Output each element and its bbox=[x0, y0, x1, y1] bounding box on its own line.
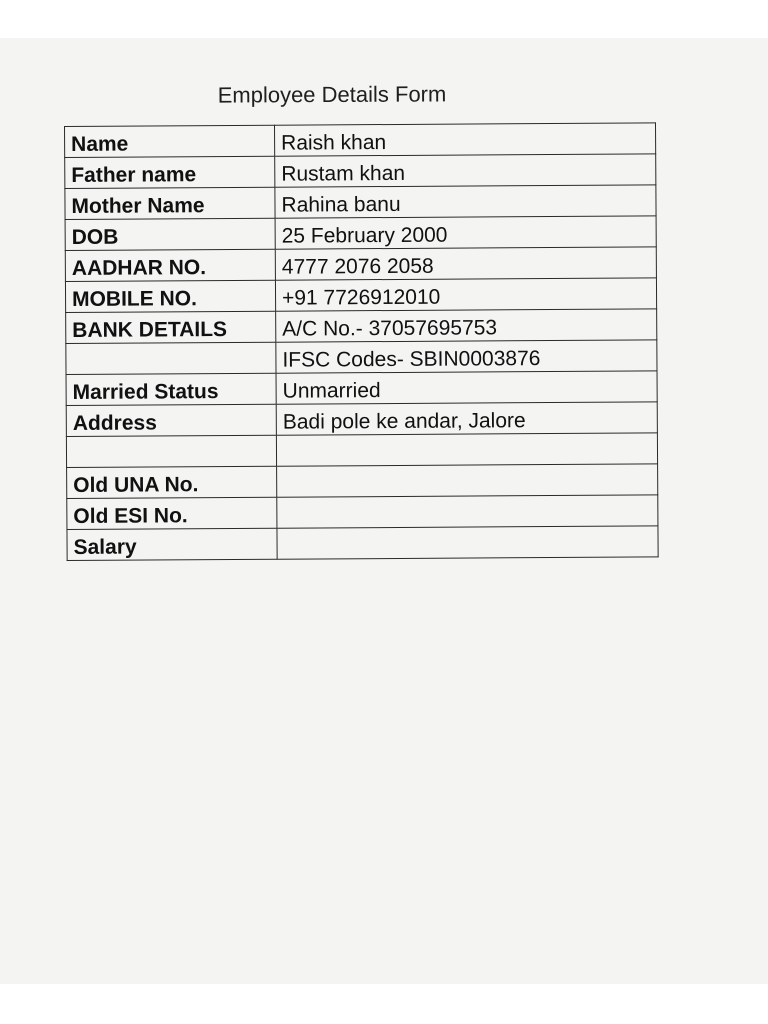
field-label: Address bbox=[66, 404, 276, 436]
field-label: Old UNA No. bbox=[67, 466, 277, 498]
table-row bbox=[67, 464, 658, 499]
field-value bbox=[277, 464, 658, 497]
field-label: DOB bbox=[65, 218, 275, 250]
table-row bbox=[66, 309, 657, 344]
employee-details-table bbox=[64, 122, 659, 561]
field-value bbox=[277, 495, 658, 528]
field-label: MOBILE NO. bbox=[65, 280, 275, 312]
field-value: Unmarried bbox=[276, 371, 657, 404]
field-value: A/C No.- 37057695753 bbox=[276, 309, 657, 342]
field-label: Old ESI No. bbox=[67, 497, 277, 529]
field-label: BANK DETAILS bbox=[66, 311, 276, 343]
field-value: 25 February 2000 bbox=[275, 216, 656, 249]
table-row bbox=[65, 278, 656, 313]
field-value: Badi pole ke andar, Jalore bbox=[276, 402, 657, 435]
field-value: Raish khan bbox=[274, 123, 655, 156]
field-value: +91 7726912010 bbox=[275, 278, 656, 311]
field-label: Married Status bbox=[66, 373, 276, 405]
table-row bbox=[65, 216, 656, 251]
field-value: 4777 2076 2058 bbox=[275, 247, 656, 280]
field-value: Rustam khan bbox=[275, 154, 656, 187]
field-value: Rahina banu bbox=[275, 185, 656, 218]
field-label: Name bbox=[65, 125, 275, 157]
field-value: IFSC Codes- SBIN0003876 bbox=[276, 340, 657, 373]
field-value bbox=[276, 433, 657, 466]
field-label bbox=[66, 342, 276, 374]
table-row bbox=[66, 433, 657, 468]
form-title: Employee Details Form bbox=[217, 81, 447, 108]
table-row bbox=[67, 495, 658, 530]
table-row bbox=[66, 371, 657, 406]
field-label: Salary bbox=[67, 528, 277, 560]
table-row bbox=[66, 402, 657, 437]
table-row bbox=[65, 154, 656, 189]
field-label bbox=[66, 435, 276, 467]
field-label: Mother Name bbox=[65, 187, 275, 219]
field-value bbox=[277, 526, 658, 559]
field-label: Father name bbox=[65, 156, 275, 188]
table-row bbox=[65, 123, 656, 158]
field-label: AADHAR NO. bbox=[65, 249, 275, 281]
table-row bbox=[66, 340, 657, 375]
table-row bbox=[67, 526, 658, 561]
table-row bbox=[65, 185, 656, 220]
table-row bbox=[65, 247, 656, 282]
